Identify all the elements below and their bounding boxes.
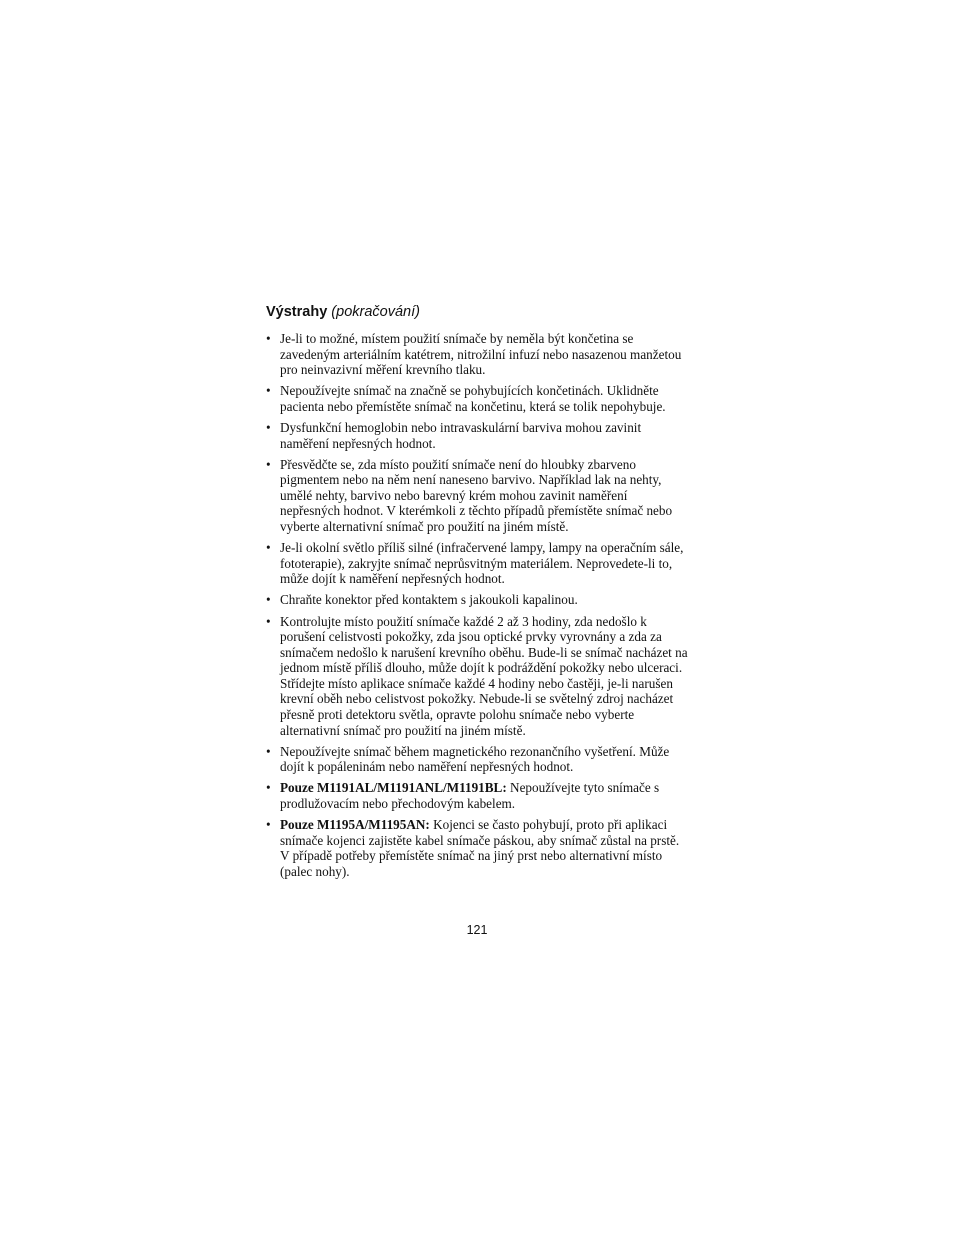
list-item bbox=[266, 614, 690, 739]
section-heading bbox=[266, 302, 690, 322]
list-item bbox=[266, 420, 690, 451]
bullet-icon: • bbox=[266, 383, 271, 399]
heading-title: Výstrahy bbox=[266, 304, 328, 320]
bullet-icon: • bbox=[266, 540, 271, 556]
bullet-icon: • bbox=[266, 592, 271, 608]
item-text: Nepoužívejte tyto snímače s prodlužovacím nebo přechodovým kabelem. bbox=[280, 780, 660, 812]
warning-list bbox=[266, 331, 690, 880]
bullet-icon: • bbox=[266, 456, 271, 472]
item-text: Kontrolujte místo použití snímače každé 2 až 3 hodiny, zda nedošlo k porušení celistvosti pokožky, zda jsou optické prvky vyrovnány a zda za snímačem nedošlo k narušení krevního oběhu. Bude-li se snímač nacházet na jednom místě příliš dlouho, může dojít k podráždění pokožky nebo ulceraci. Střídejte místo aplikace snímače každé 4 hodiny nebo častěji, je-li narušen krevní oběh nebo celistvost pokožky. Nebude-li se světelný zdroj nacházet přesně proti detektoru světla, opravte polohu snímače nebo vyberte alternativní snímač pro použití na jiném místě. bbox=[280, 613, 688, 738]
bullet-icon: • bbox=[266, 613, 271, 629]
list-item bbox=[266, 592, 690, 608]
document-body bbox=[266, 302, 690, 885]
heading-subtitle: (pokračování) bbox=[331, 304, 420, 320]
item-text: Přesvědčte se, zda místo použití snímače není do hloubky zbarveno pigmentem nebo na něm není naneseno barvivo. Například lak na nehty, umělé nehty, barvivo nebo barevný krém mohou zavinit naměření nepřesných hodnot. V kterémkoli z těchto případů přemístěte snímač nebo vyberte alternativní snímač pro použití na jiném místě. bbox=[280, 456, 673, 535]
bullet-icon: • bbox=[266, 817, 271, 833]
list-item bbox=[266, 817, 690, 879]
bullet-icon: • bbox=[266, 743, 271, 759]
bullet-icon: • bbox=[266, 331, 271, 346]
item-text: Dysfunkční hemoglobin nebo intravaskulární barviva mohou zavinit naměření nepřesných hodnot. bbox=[280, 419, 642, 451]
item-bold: Pouze M1191AL/M1191ANL/M1191BL: bbox=[280, 780, 507, 796]
bullet-icon: • bbox=[266, 419, 271, 435]
list-item bbox=[266, 540, 690, 587]
item-text: Nepoužívejte snímač během magnetického rezonančního vyšetření. Může dojít k popáleninám nebo naměření nepřesných hodnot. bbox=[280, 743, 670, 775]
list-item bbox=[266, 331, 690, 378]
page-number: 121 bbox=[466, 923, 488, 937]
item-text: Kojenci se často pohybují, proto při aplikaci snímače kojenci zajistěte kabel snímače páskou, aby snímač zůstal na prstě. V případě potřeby přemístěte snímač na jiný prst nebo alternativní místo (palec nohy). bbox=[280, 817, 680, 879]
list-item bbox=[266, 744, 690, 775]
item-text: Nepoužívejte snímač na značně se pohybujících končetinách. Uklidněte pacienta nebo přemístěte snímač na končetinu, která se tolik nepohybuje. bbox=[280, 383, 666, 414]
item-text: Je-li to možné, místem použití snímače by neměla být končetina se zavedeným arteriálním katétrem, nitrožilní infuzí nebo nasazenou manžetou pro neinvazivní měření krevního tlaku. bbox=[280, 331, 682, 378]
item-bold: Pouze M1195A/M1195AN: bbox=[280, 817, 430, 833]
bullet-icon: • bbox=[266, 780, 271, 796]
list-item bbox=[266, 457, 690, 535]
list-item bbox=[266, 780, 690, 811]
item-text: Chraňte konektor před kontaktem s jakoukoli kapalinou. bbox=[280, 592, 578, 608]
list-item bbox=[266, 383, 690, 414]
item-text: Je-li okolní světlo příliš silné (infračervené lampy, lampy na operačním sále, fototerapie), zakryjte snímač neprůsvitným materiálem. Neprovedete-li to, může dojít k naměření nepřesných hodnot. bbox=[280, 540, 684, 587]
